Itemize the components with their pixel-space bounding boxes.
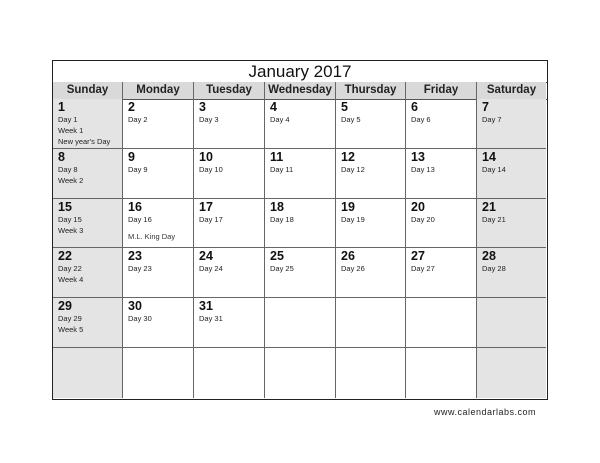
- footer-url[interactable]: www.calendarlabs.com: [434, 407, 537, 417]
- day-number: 24: [199, 249, 213, 264]
- day-number: 27: [411, 249, 425, 264]
- day-number: 6: [411, 100, 418, 114]
- day-cell[interactable]: [123, 99, 194, 149]
- day-cell[interactable]: [265, 248, 336, 298]
- day-number: 19: [341, 199, 355, 214]
- day-cell[interactable]: [477, 99, 546, 149]
- day-cell[interactable]: [123, 348, 194, 398]
- day-number: 2: [128, 100, 135, 114]
- day-number: 28: [482, 249, 496, 264]
- day-of-year: Day 17: [199, 214, 223, 224]
- day-cell[interactable]: [265, 348, 336, 398]
- day-of-year: Day 27: [411, 264, 435, 274]
- weekday-header-thursday: Thursday: [336, 82, 406, 99]
- day-note: Week 5: [58, 325, 84, 335]
- calendar: [52, 60, 548, 400]
- day-of-year: Day 4: [270, 115, 290, 124]
- day-of-year: Day 5: [341, 115, 361, 124]
- day-number: 8: [58, 149, 65, 164]
- day-cell[interactable]: [406, 199, 477, 249]
- day-note: Week 2: [58, 175, 84, 185]
- day-cell[interactable]: [477, 348, 546, 398]
- day-number: 31: [199, 299, 213, 314]
- day-number: 23: [128, 249, 142, 264]
- holiday-label: M.L. King Day: [128, 231, 176, 241]
- day-cell[interactable]: [194, 248, 265, 298]
- day-of-year: Day 22: [58, 264, 82, 274]
- day-number: 3: [199, 100, 206, 114]
- day-of-year: Day 11: [270, 164, 294, 174]
- day-number: 20: [411, 199, 425, 214]
- day-cell[interactable]: [123, 298, 194, 348]
- day-number: 17: [199, 199, 213, 214]
- day-of-year: Day 19: [341, 214, 365, 224]
- day-cell[interactable]: [406, 248, 477, 298]
- day-cell[interactable]: [265, 199, 336, 249]
- day-of-year: Day 6: [411, 115, 431, 124]
- day-of-year: Day 9: [128, 164, 148, 174]
- day-cell[interactable]: [336, 248, 406, 298]
- calendar-grid: [53, 99, 547, 398]
- day-of-year: Day 23: [128, 264, 152, 274]
- day-number: 7: [482, 100, 489, 114]
- day-cell[interactable]: [194, 149, 265, 199]
- day-cell[interactable]: [123, 199, 194, 249]
- weekday-header-wednesday: Wednesday: [265, 82, 336, 99]
- day-of-year: Day 7: [482, 115, 502, 124]
- day-cell[interactable]: [477, 199, 546, 249]
- day-number: 29: [58, 299, 72, 314]
- day-of-year: Day 2: [128, 115, 148, 124]
- day-number: 18: [270, 199, 284, 214]
- day-cell[interactable]: [406, 298, 477, 348]
- day-of-year: Day 18: [270, 214, 294, 224]
- day-cell[interactable]: [336, 298, 406, 348]
- day-number: 1: [58, 100, 65, 114]
- day-cell[interactable]: [406, 348, 477, 398]
- day-of-year: Day 29: [58, 314, 82, 324]
- day-of-year: Day 25: [270, 264, 294, 274]
- day-number: 30: [128, 299, 142, 314]
- day-cell[interactable]: [194, 298, 265, 348]
- day-note: Week 3: [58, 225, 84, 235]
- day-cell[interactable]: [265, 298, 336, 348]
- day-of-year: Day 14: [482, 164, 506, 174]
- day-cell[interactable]: [194, 199, 265, 249]
- day-number: 13: [411, 149, 425, 164]
- day-number: 5: [341, 100, 348, 114]
- day-number: 21: [482, 199, 496, 214]
- day-cell[interactable]: [336, 348, 406, 398]
- day-number: 16: [128, 199, 142, 214]
- day-cell[interactable]: [53, 348, 123, 398]
- weekday-header-monday: Monday: [123, 82, 194, 99]
- day-of-year: Day 28: [482, 264, 506, 274]
- day-note: New year's Day: [58, 137, 111, 146]
- day-number: 25: [270, 249, 284, 264]
- day-of-year: Day 1: [58, 115, 78, 124]
- day-of-year: Day 10: [199, 164, 223, 174]
- day-note: Week 4: [58, 275, 84, 285]
- calendar-title: January 2017: [53, 61, 547, 83]
- day-number: 11: [270, 149, 284, 164]
- day-cell[interactable]: [406, 99, 477, 149]
- day-cell[interactable]: [265, 149, 336, 199]
- day-cell[interactable]: [53, 199, 123, 249]
- day-of-year: Day 26: [341, 264, 365, 274]
- weekday-header-sunday: Sunday: [53, 82, 123, 99]
- day-cell[interactable]: [53, 248, 123, 298]
- day-of-year: Day 31: [199, 314, 223, 324]
- day-cell[interactable]: [336, 199, 406, 249]
- day-of-year: Day 16: [128, 214, 152, 224]
- day-number: 12: [341, 149, 355, 164]
- day-cell[interactable]: [477, 298, 546, 348]
- day-of-year: Day 20: [411, 214, 435, 224]
- day-cell[interactable]: [265, 99, 336, 149]
- day-cell[interactable]: [406, 149, 477, 199]
- day-of-year: Day 15: [58, 214, 82, 224]
- day-number: 14: [482, 149, 496, 164]
- day-of-year: Day 8: [58, 164, 78, 174]
- day-cell[interactable]: [477, 248, 546, 298]
- weekday-header-friday: Friday: [406, 82, 477, 99]
- day-note: Week 1: [58, 126, 84, 135]
- day-cell[interactable]: [336, 99, 406, 149]
- day-cell[interactable]: [53, 149, 123, 199]
- day-of-year: Day 30: [128, 314, 152, 324]
- day-cell[interactable]: [53, 298, 123, 348]
- day-of-year: Day 24: [199, 264, 223, 274]
- day-cell[interactable]: [194, 348, 265, 398]
- day-of-year: Day 13: [411, 164, 435, 174]
- day-cell[interactable]: [194, 99, 265, 149]
- day-of-year: Day 3: [199, 115, 219, 124]
- day-cell[interactable]: [477, 149, 546, 199]
- day-number: 26: [341, 249, 355, 264]
- weekday-header-saturday: Saturday: [477, 82, 546, 99]
- weekday-header-tuesday: Tuesday: [194, 82, 265, 99]
- day-cell[interactable]: [53, 99, 123, 149]
- day-cell[interactable]: [123, 149, 194, 199]
- day-cell[interactable]: [336, 149, 406, 199]
- day-number: 9: [128, 149, 135, 164]
- day-number: 15: [58, 199, 72, 214]
- day-of-year: Day 21: [482, 214, 506, 224]
- day-of-year: Day 12: [341, 164, 365, 174]
- day-number: 10: [199, 149, 213, 164]
- day-number: 22: [58, 249, 72, 264]
- day-cell[interactable]: [123, 248, 194, 298]
- day-number: 4: [270, 100, 277, 114]
- weekday-header-row: [53, 82, 547, 100]
